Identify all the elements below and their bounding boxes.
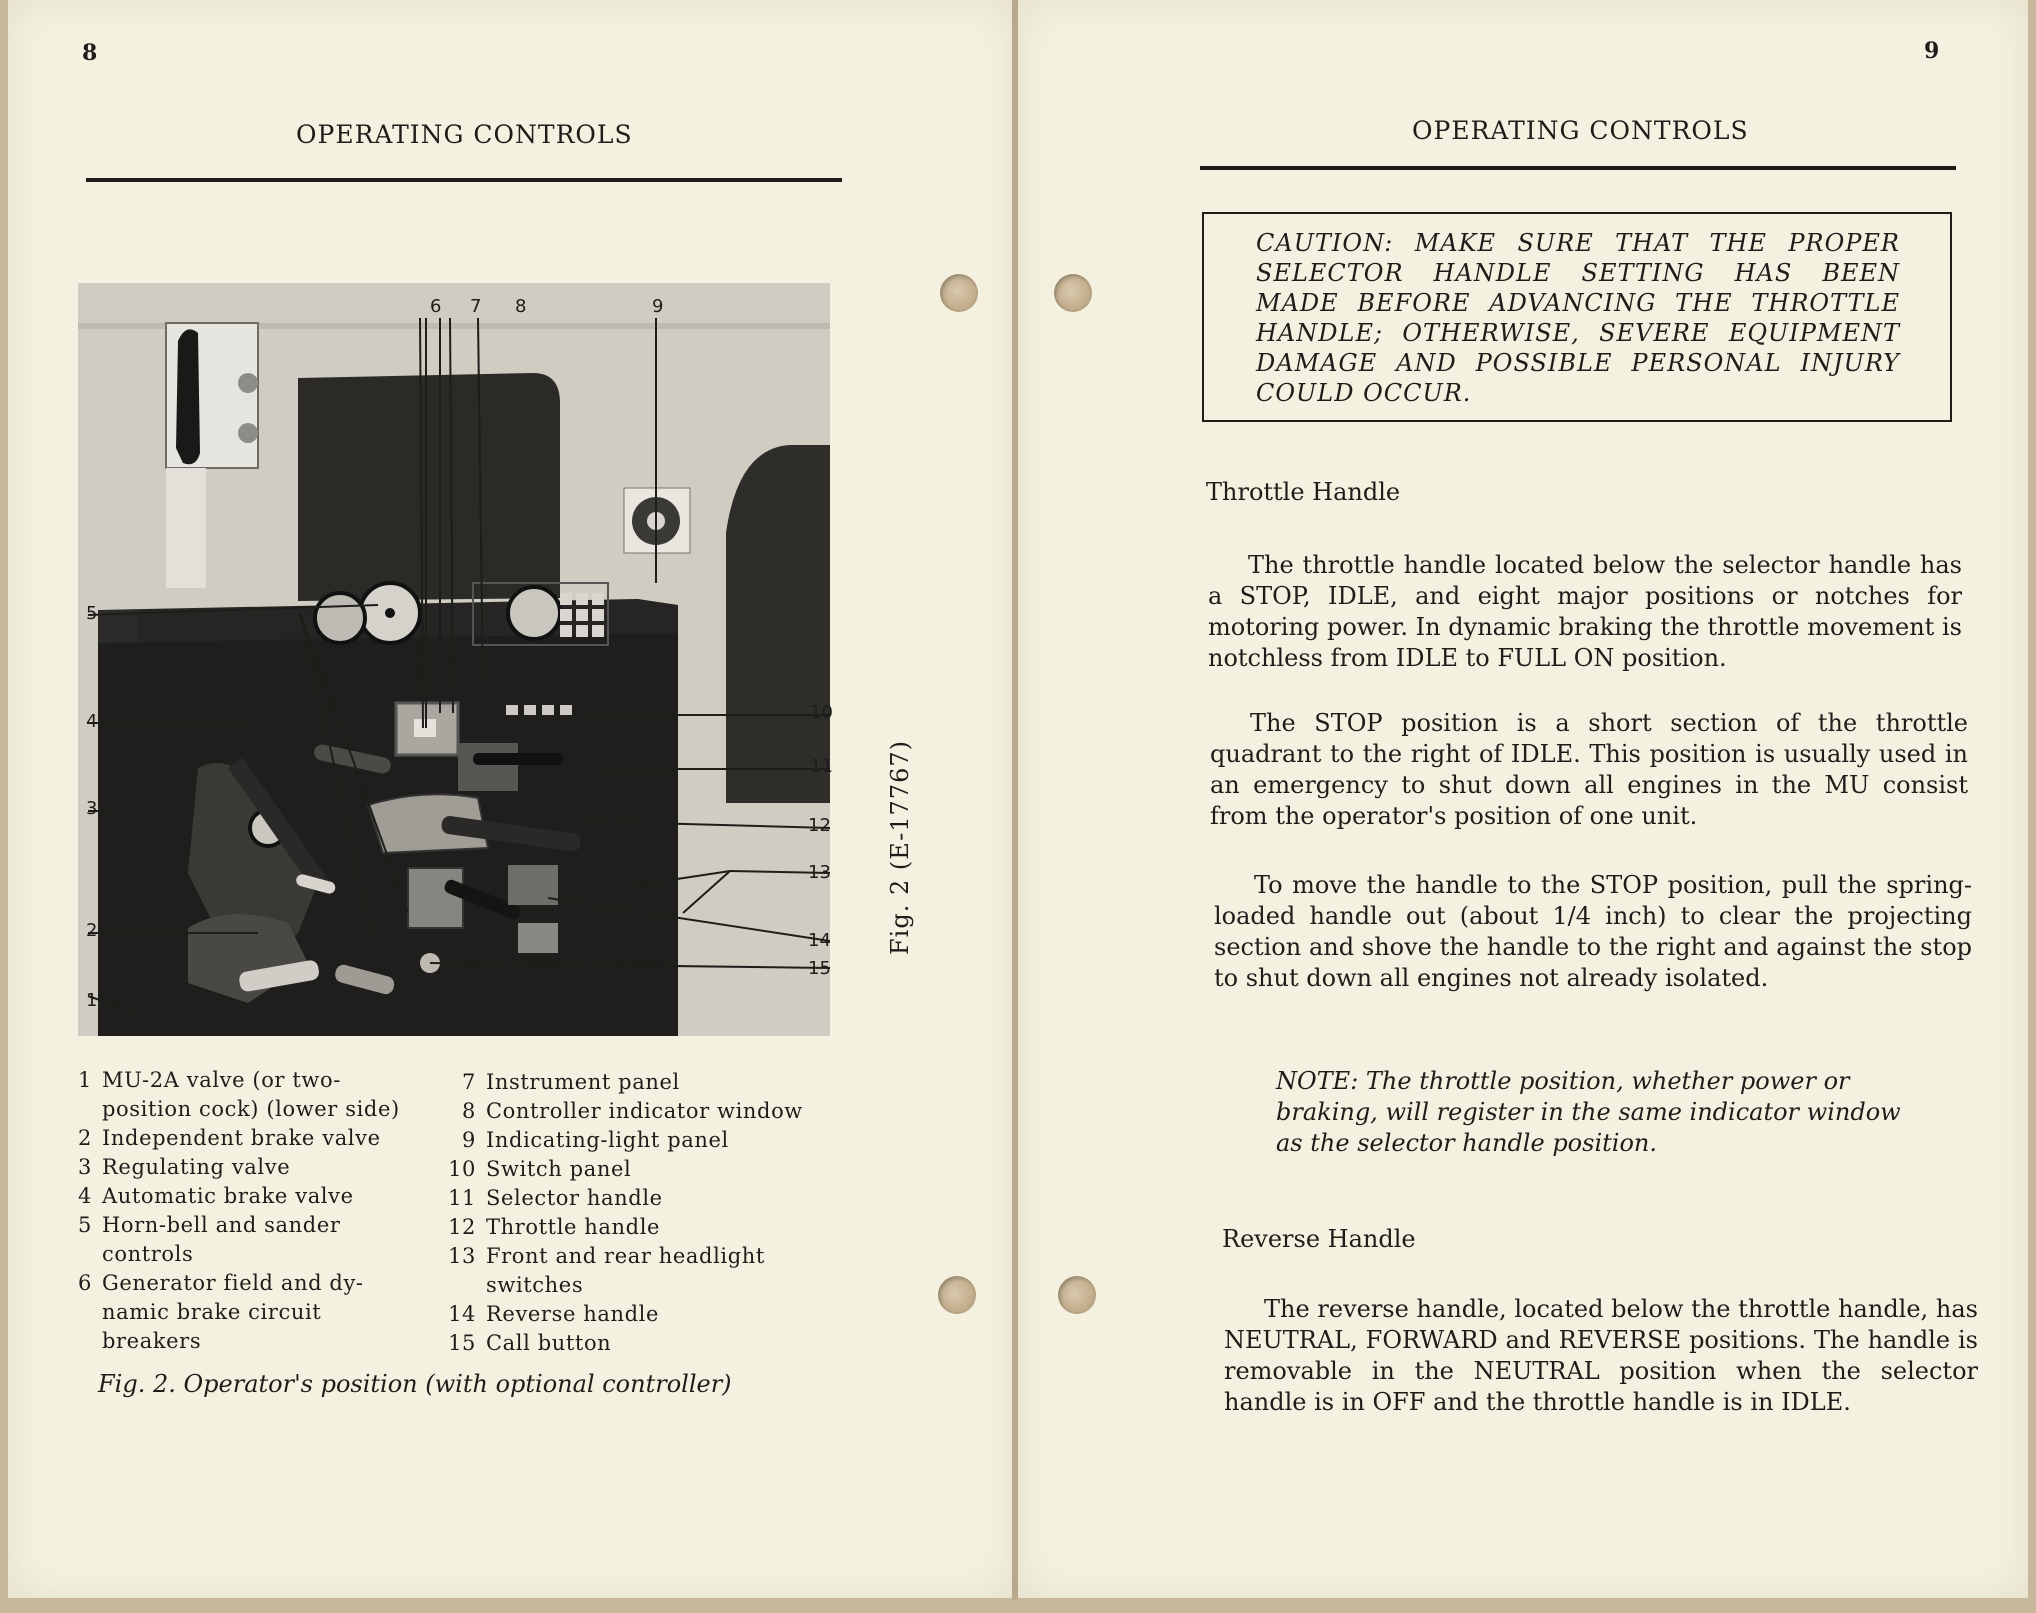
- callout-8: 8: [515, 296, 527, 317]
- legend-item: 14 Reverse handle: [448, 1302, 660, 1326]
- page-number-right: 9: [1924, 38, 1940, 64]
- operator-position-photo: [78, 283, 830, 1036]
- caution-text: CAUTION: MAKE SURE THAT THE PROPER SELECTOR HANDLE SETTING HAS BEEN MADE BEFORE ADVANCING THE THROTTLE HANDLE; OTHERWISE, SEVERE EQUIPMENT DAMAGE AND POSSIBLE PERSONAL INJURY COULD OCCUR.: [1256, 229, 1900, 407]
- page-number-left: 8: [82, 40, 98, 66]
- note-text: NOTE: The throttle position, whether power or braking, will register in the same indicator window as the selector handle position.: [1276, 1067, 1901, 1157]
- legend-item: controls: [102, 1242, 194, 1266]
- reverse-paragraph: The reverse handle, located below the throttle handle, has NEUTRAL, FORWARD and REVERSE positions. The handle is removable in the NEUTRAL position when the selector handle is in OFF and the throttle handle is in IDLE.: [1224, 1295, 1978, 1416]
- legend-item: 5 Horn-bell and sander: [78, 1213, 341, 1237]
- callout-14: 14: [808, 930, 831, 951]
- callout-10: 10: [810, 702, 833, 723]
- throttle-paragraph-1: The throttle handle located below the selector handle has a STOP, IDLE, and eight major positions or notches for motoring power. In dynamic braking the throttle movement is notchless from IDLE to FULL ON position.: [1208, 551, 1962, 672]
- throttle-paragraph-2: The STOP position is a short section of the throttle quadrant to the right of IDLE. This position is usually used in an emergency to shut down all engines in the MU consist from the operator's position of one unit.: [1210, 709, 1968, 830]
- legend-item: switches: [486, 1273, 584, 1297]
- callout-13: 13: [808, 862, 831, 883]
- legend-item: 11 Selector handle: [448, 1186, 663, 1210]
- callout-4: 4: [86, 711, 98, 732]
- callout-1: 1: [86, 990, 98, 1011]
- legend-item: breakers: [102, 1329, 202, 1353]
- header-rule-right: [1200, 166, 1956, 170]
- callout-9: 9: [652, 296, 664, 317]
- callout-7: 7: [470, 296, 482, 317]
- binder-hole: [1058, 1276, 1096, 1314]
- callout-15: 15: [808, 958, 831, 979]
- callout-3: 3: [86, 798, 98, 819]
- legend-item: namic brake circuit: [102, 1300, 322, 1324]
- legend-item: 12 Throttle handle: [448, 1215, 661, 1239]
- binder-hole: [938, 1276, 976, 1314]
- legend-item: 13 Front and rear headlight: [448, 1244, 765, 1268]
- legend-item: 1 MU-2A valve (or two-: [78, 1068, 341, 1092]
- legend-item: 9 Indicating-light panel: [462, 1128, 729, 1152]
- running-head-left: OPERATING CONTROLS: [296, 120, 633, 149]
- legend-item: position cock) (lower side): [102, 1097, 400, 1121]
- legend-item: 4 Automatic brake valve: [78, 1184, 354, 1208]
- callout-6: 6: [430, 296, 442, 317]
- callout-2: 2: [86, 920, 98, 941]
- running-head-right: OPERATING CONTROLS: [1412, 116, 1749, 145]
- callout-5: 5: [86, 603, 98, 624]
- legend-item: 2 Independent brake valve: [78, 1126, 381, 1150]
- throttle-heading: Throttle Handle: [1206, 478, 1401, 506]
- binder-hole: [1054, 274, 1092, 312]
- legend-item: 15 Call button: [448, 1331, 612, 1355]
- legend-item: 10 Switch panel: [448, 1157, 632, 1181]
- callout-11: 11: [810, 756, 833, 777]
- cab-illustration: [78, 283, 830, 1036]
- legend-item: 3 Regulating valve: [78, 1155, 291, 1179]
- legend-item: 8 Controller indicator window: [462, 1099, 803, 1123]
- throttle-paragraph-3: To move the handle to the STOP position, pull the spring-loaded handle out (about 1/4 inch) to clear the projecting section and shove the handle to the right and against the stop to shut down all engines not already isolated.: [1214, 871, 1972, 992]
- legend-item: 7 Instrument panel: [462, 1070, 680, 1094]
- figure-code: Fig. 2 (E-17767): [886, 740, 914, 955]
- binder-hole: [940, 274, 978, 312]
- callout-12: 12: [808, 815, 831, 836]
- figure-caption: Fig. 2. Operator's position (with optional controller): [98, 1370, 732, 1398]
- reverse-heading: Reverse Handle: [1222, 1225, 1416, 1253]
- legend-item: 6 Generator field and dy-: [78, 1271, 364, 1295]
- header-rule-left: [86, 178, 842, 182]
